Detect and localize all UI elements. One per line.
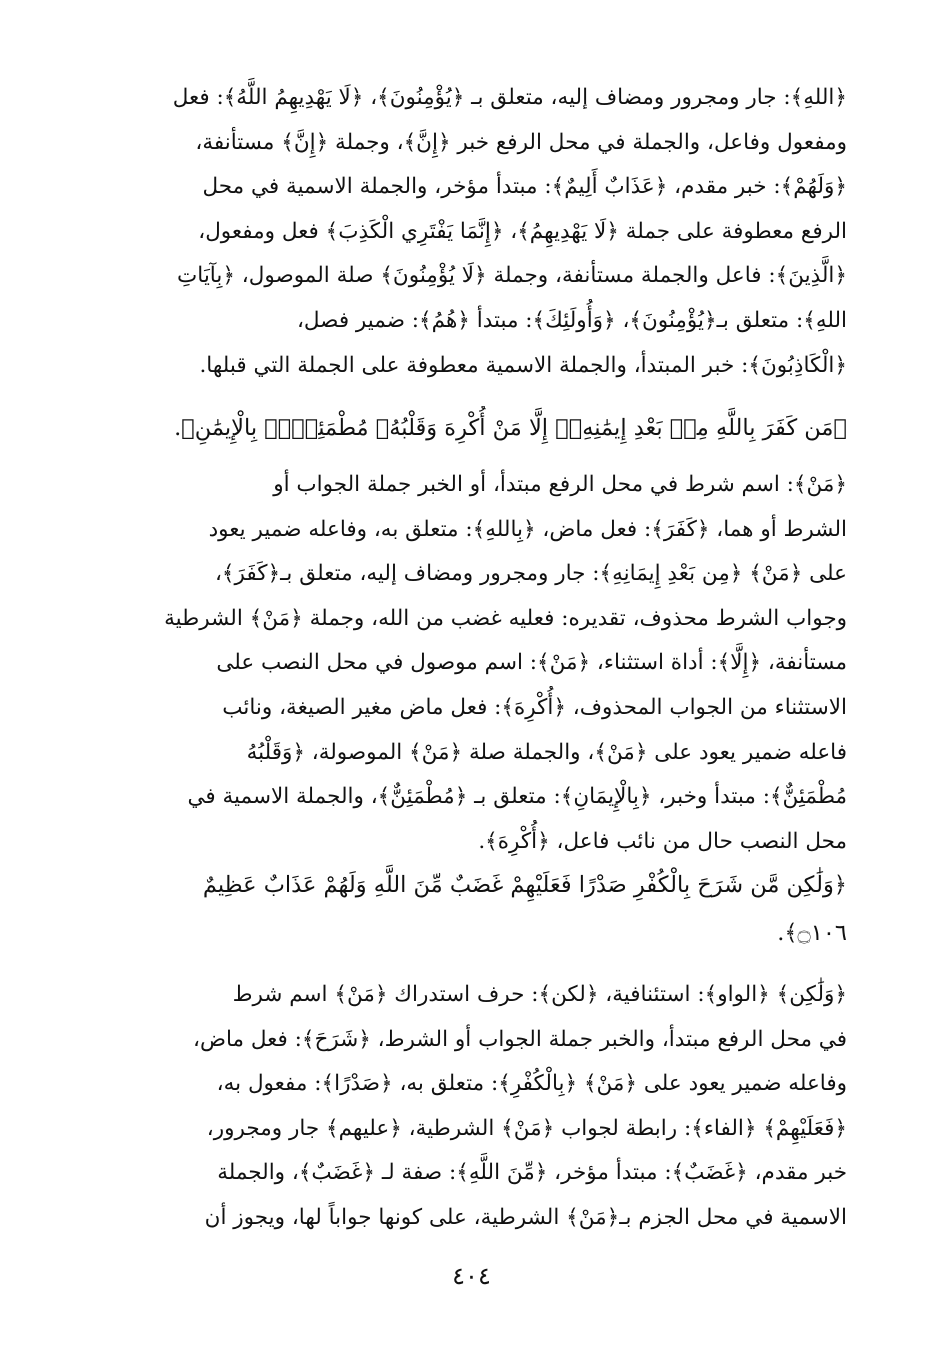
text-line: ﴿الَّذِينَ﴾: فاعل والجملة مستأنفة، وجملة ﴿لَا يُؤْمِنُونَ﴾ صلة الموصول، ﴿بِآيَاتِ	[177, 263, 847, 289]
text-line: مُطْمَئِنٌّ﴾: مبتدأ وخبر، ﴿بِالْإِيمَانِ﴾: متعلق بـ ﴿مُطْمَئِنٌّ﴾، والجملة الاسمية في	[187, 784, 847, 810]
text-line: محل النصب حال من نائب فاعل، ﴿أُكْرِهَ﴾.	[478, 828, 847, 854]
text-line: اللهِ﴾: متعلق بـ﴿يُؤْمِنُونَ﴾، ﴿وَأُولَئِكَ﴾: مبتدأ ﴿هُمُ﴾: ضمير فصل،	[296, 307, 847, 333]
quran-verse-1	[76, 406, 847, 451]
paragraph-2	[76, 463, 847, 864]
text-line: وفاعله ضمير يعود على ﴿مَنْ﴾ ﴿بِالْكُفْرِ﴾: متعلق به، ﴿صَدْرًا﴾: مفعول به،	[216, 1071, 847, 1097]
text-line: ﴿الْكَاذِبُونَ﴾: خبر المبتدأ، والجملة الاسمية معطوفة على الجملة التي قبلها.	[199, 352, 847, 378]
text-line: في محل الرفع مبتدأ، والخبر جملة الجواب أو الشرط، ﴿شَرَحَ﴾: فعل ماض،	[193, 1026, 847, 1052]
text-line: الاسمية في محل الجزم بـ﴿مَنْ﴾ الشرطية، على كونها جواباً لها، ويجوز أن	[204, 1204, 847, 1230]
text-line: ﴿اللهِ﴾: جار ومجرور ومضاف إليه، متعلق بـ ﴿يُؤْمِنُونَ﴾، ﴿لَا يَهْدِيهِمُ اللَّهُ﴾: فعل	[172, 85, 847, 110]
text-line: ﴿وَلَٰكِن﴾ ﴿الواو﴾: استئنافية، ﴿لكن﴾: حرف استدراك ﴿مَنْ﴾ اسم شرط	[232, 982, 847, 1007]
text-line: الشرط أو هما، ﴿كَفَرَ﴾: فعل ماض، ﴿بِاللهِ﴾: متعلق به، وفاعله ضمير يعود	[208, 516, 847, 542]
page-number: ٤٠٤	[452, 1262, 491, 1290]
text-line: الاستثناء من الجواب المحذوف، ﴿أُكْرِهَ﴾: فعل ماض مغير الصيغة، ونائب	[222, 694, 847, 720]
verse-line: ۝١٠٦﴾.	[777, 920, 847, 946]
text-line: ﴿وَلَهُمْ﴾: خبر مقدم، ﴿عَذَابٌ أَلِيمٌ﴾: مبتدأ مؤخر، والجملة الاسمية في محل	[202, 174, 847, 200]
text-line: خبر مقدم، ﴿غَضَبٌ﴾: مبتدأ مؤخر، ﴿مِّنَ اللَّهِ﴾: صفة لـ ﴿غَضَبٌ﴾، والجملة	[217, 1160, 847, 1186]
text-line: ﴿مَنْ﴾: اسم شرط في محل الرفع مبتدأ، أو الخبر جملة الجواب أو	[273, 472, 847, 497]
text-line: فاعله ضمير يعود على ﴿مَنْ﴾، والجملة صلة ﴿مَنْ﴾ الموصولة، ﴿وَقَلْبُهُ	[246, 739, 847, 765]
text-line: ﴿فَعَلَيْهِمْ﴾ ﴿الفاء﴾: رابطة لجواب ﴿مَنْ﴾ الشرطية، ﴿عليهم﴾ جار ومجرور،	[206, 1115, 847, 1141]
paragraph-3	[76, 973, 847, 1241]
text-line: ومفعول وفاعل، والجملة في محل الرفع خبر ﴿إِنَّ﴾، وجملة ﴿إِنَّ﴾ مستأنفة،	[195, 129, 847, 155]
verse-line: ﴿وَلَٰكِن مَّن شَرَحَ بِالْكُفْرِ صَدْرًا فَعَلَيْهِمْ غَضَبٌ مِّنَ اللَّهِ وَلَهُمْ عَذَابٌ عَظِيمٌ	[202, 872, 847, 898]
text-line: على ﴿مَنْ﴾ ﴿مِن بَعْدِ إِيمَانِهِ﴾: جار ومجرور ومضاف إليه، متعلق بـ﴿كَفَرَ﴾،	[214, 561, 847, 587]
text-line: الرفع معطوفة على جملة ﴿لَا يَهْدِيهِمُ﴾، ﴿إِنَّمَا يَفْتَرِي الْكَذِبَ﴾ فعل ومفعول،	[198, 218, 847, 244]
quran-verse-2	[76, 861, 847, 957]
text-line: وجواب الشرط محذوف، تقديره: فعليه غضب من الله، وجملة ﴿مَنْ﴾ الشرطية	[164, 605, 847, 631]
text-line: مستأنفة، ﴿إِلَّا﴾: أداة استثناء، ﴿مَنْ﴾: اسم موصول في محل النصب على	[216, 650, 847, 676]
verse-line: ﴿مَن كَفَرَ بِاللَّهِ مِنۢ بَعْدِ إِيمَٰنِهِۦٓ إِلَّا مَنْ أُكْرِهَ وَقَلْبُهُۥ مُطْمَئِنٌّۢ بِالْإِيمَٰنِ﴾.	[174, 415, 847, 441]
paragraph-1	[76, 76, 847, 388]
